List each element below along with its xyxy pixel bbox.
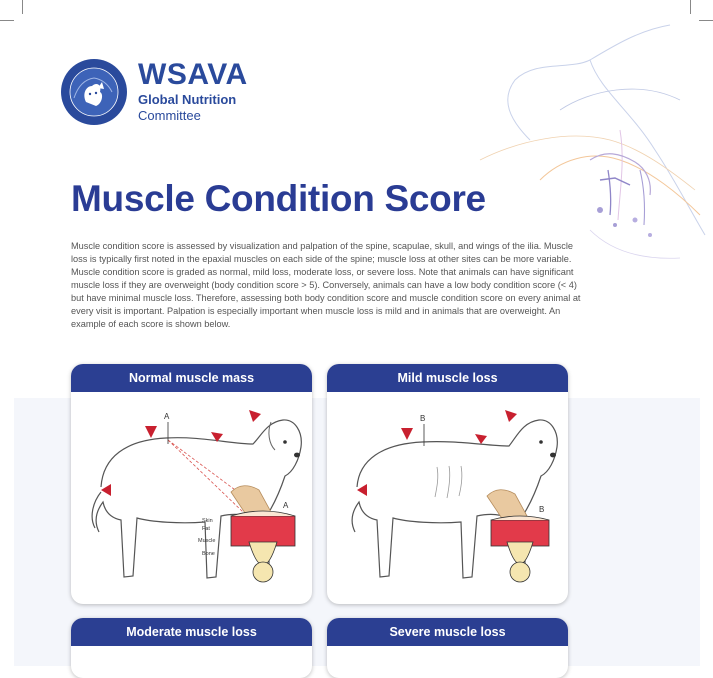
panel-title: Normal muscle mass <box>71 364 312 392</box>
layer-label-bone: Bone <box>202 551 215 557</box>
layer-label-skin: Skin <box>202 518 213 524</box>
intro-paragraph: Muscle condition score is assessed by visualization and palpation of the spine, scapulae, skull, and wings of the ilia. Muscle loss is typically first noted in the epaxial muscles on each side of the spine; muscle loss at other sites can be more variable. Muscle condition score is graded as normal, mild loss, moderate loss, or severe loss. Note that animals can have significant muscle loss if they are overweight (body condition score > 5). Conversely, animals can have a low body condition score (< 4) but have minimal muscle loss. Therefore, assessing both body condition score and muscle condition score on every animal at every visit is important. Palpation is especially important when muscle loss is mild and in animals that are overweight. An example of each score is shown below. <box>71 241 581 329</box>
dog-illustration-mild <box>327 392 568 604</box>
layer-label-fat: Fat <box>202 526 210 532</box>
panel-mild-loss <box>327 364 568 604</box>
wsava-logo <box>60 58 250 128</box>
marker-label: A <box>164 412 170 421</box>
muscle-cross-section <box>231 516 295 546</box>
panel-title: Mild muscle loss <box>327 364 568 392</box>
panel-title: Severe muscle loss <box>327 618 568 646</box>
arrow-icon <box>249 410 261 422</box>
wsava-seal-icon <box>60 58 128 126</box>
layer-label-muscle: Muscle <box>198 538 216 544</box>
marker-label: B <box>539 505 545 514</box>
crop-mark <box>690 0 691 14</box>
bone-cross-section <box>507 542 533 564</box>
crop-mark <box>0 20 14 21</box>
arrow-icon <box>145 426 157 438</box>
arrow-icon <box>505 410 517 422</box>
panel-title: Moderate muscle loss <box>71 618 312 646</box>
bone-cross-section <box>249 542 277 565</box>
logo-committee-line2: Committee <box>138 108 201 123</box>
marker-label: A <box>283 501 289 510</box>
logo-org-name: WSAVA <box>138 58 248 91</box>
marker-label: B <box>420 414 426 423</box>
dog-illustration-normal <box>71 392 312 604</box>
panel-severe-loss <box>327 618 568 678</box>
panel-moderate-loss <box>71 618 312 678</box>
panel-normal-muscle <box>71 364 312 604</box>
page-title: Muscle Condition Score <box>71 178 486 219</box>
arrow-icon <box>475 434 487 444</box>
crop-mark <box>22 0 23 14</box>
arrow-icon <box>401 428 413 440</box>
logo-committee-line1: Global Nutrition <box>138 92 237 107</box>
